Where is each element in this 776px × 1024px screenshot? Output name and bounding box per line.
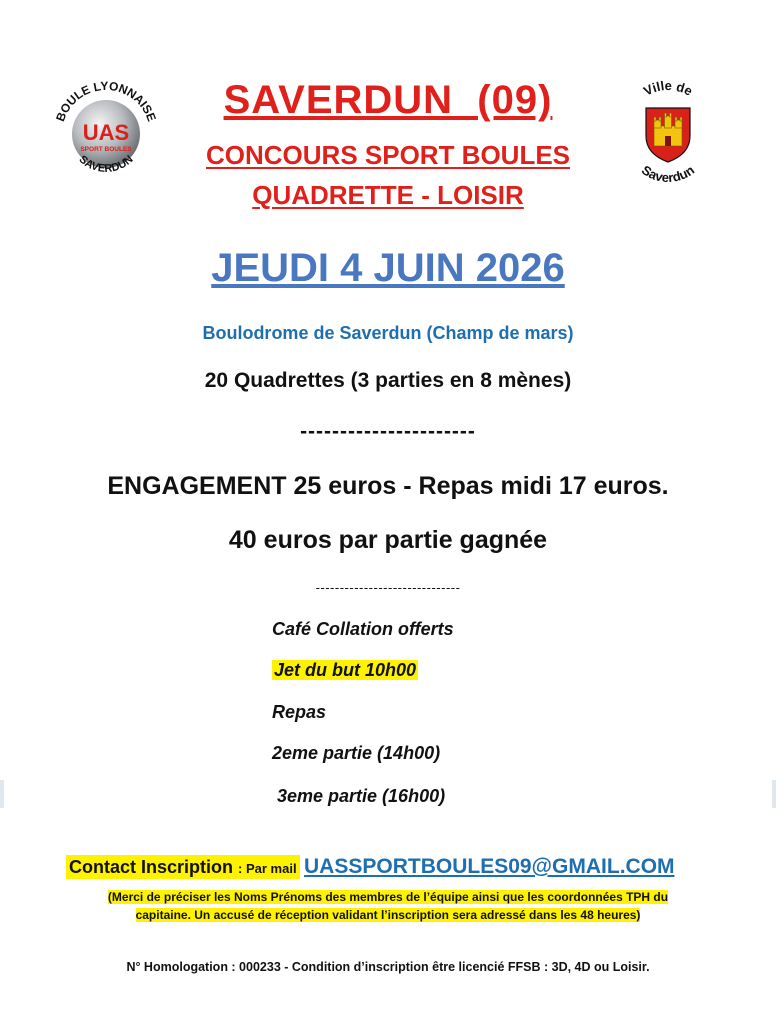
schedule-item: 2eme partie (14h00)	[272, 743, 441, 763]
separator: ------------------------------	[315, 580, 461, 595]
schedule-item: Repas	[272, 702, 327, 722]
schedule-item: Café Collation offerts	[272, 619, 454, 639]
schedule-item-highlighted: Jet du but 10h00	[274, 660, 417, 680]
page-edge-mark	[772, 780, 776, 808]
prize-info: 40 euros par partie gagnée	[228, 526, 548, 554]
contact-note: (Merci de préciser les Noms Prénoms des membres de l’équipe ainsi que les coordonnées TPH du capitaine. Un accusé de réception validant l’inscription sera adressé dans les 48 heures)	[107, 890, 669, 922]
page-title: SAVERDUN (09)	[223, 78, 553, 122]
homologation-footer: N° Homologation : 000233 - Condition d’inscription être licencié FFSB : 3D, 4D ou Loisir.	[126, 960, 650, 974]
page-edge-mark	[0, 780, 4, 808]
town-logo-arc-bottom: Saverdun	[638, 162, 698, 186]
event-format: QUADRETTE - LOISIR	[252, 180, 524, 210]
entry-fee: ENGAGEMENT 25 euros - Repas midi 17 euros.	[107, 472, 669, 500]
uas-logo-arc-bottom: SAVERDUN	[76, 153, 136, 176]
contact-label: Contact Inscription : Par mail	[66, 855, 300, 879]
uas-logo-arc-top: BOULE LYONNAISE	[53, 78, 159, 124]
contact-line	[66, 855, 706, 885]
team-count: 20 Quadrettes (3 parties en 8 mènes)	[204, 369, 572, 392]
event-subtitle: CONCOURS SPORT BOULES	[205, 140, 571, 170]
separator: ----------------------	[300, 420, 476, 443]
uas-logo-center: UAS	[82, 120, 130, 145]
contact-email-link[interactable]: UASSPORTBOULES09@GMAIL.COM	[304, 855, 675, 878]
schedule-item: 3eme partie (16h00)	[277, 786, 446, 806]
event-venue: Boulodrome de Saverdun (Champ de mars)	[202, 323, 574, 343]
event-date: JEUDI 4 JUIN 2026	[211, 246, 565, 290]
town-logo-arc-top: Ville de	[641, 77, 696, 99]
uas-logo-center-sub: SPORT BOULES	[80, 146, 132, 153]
